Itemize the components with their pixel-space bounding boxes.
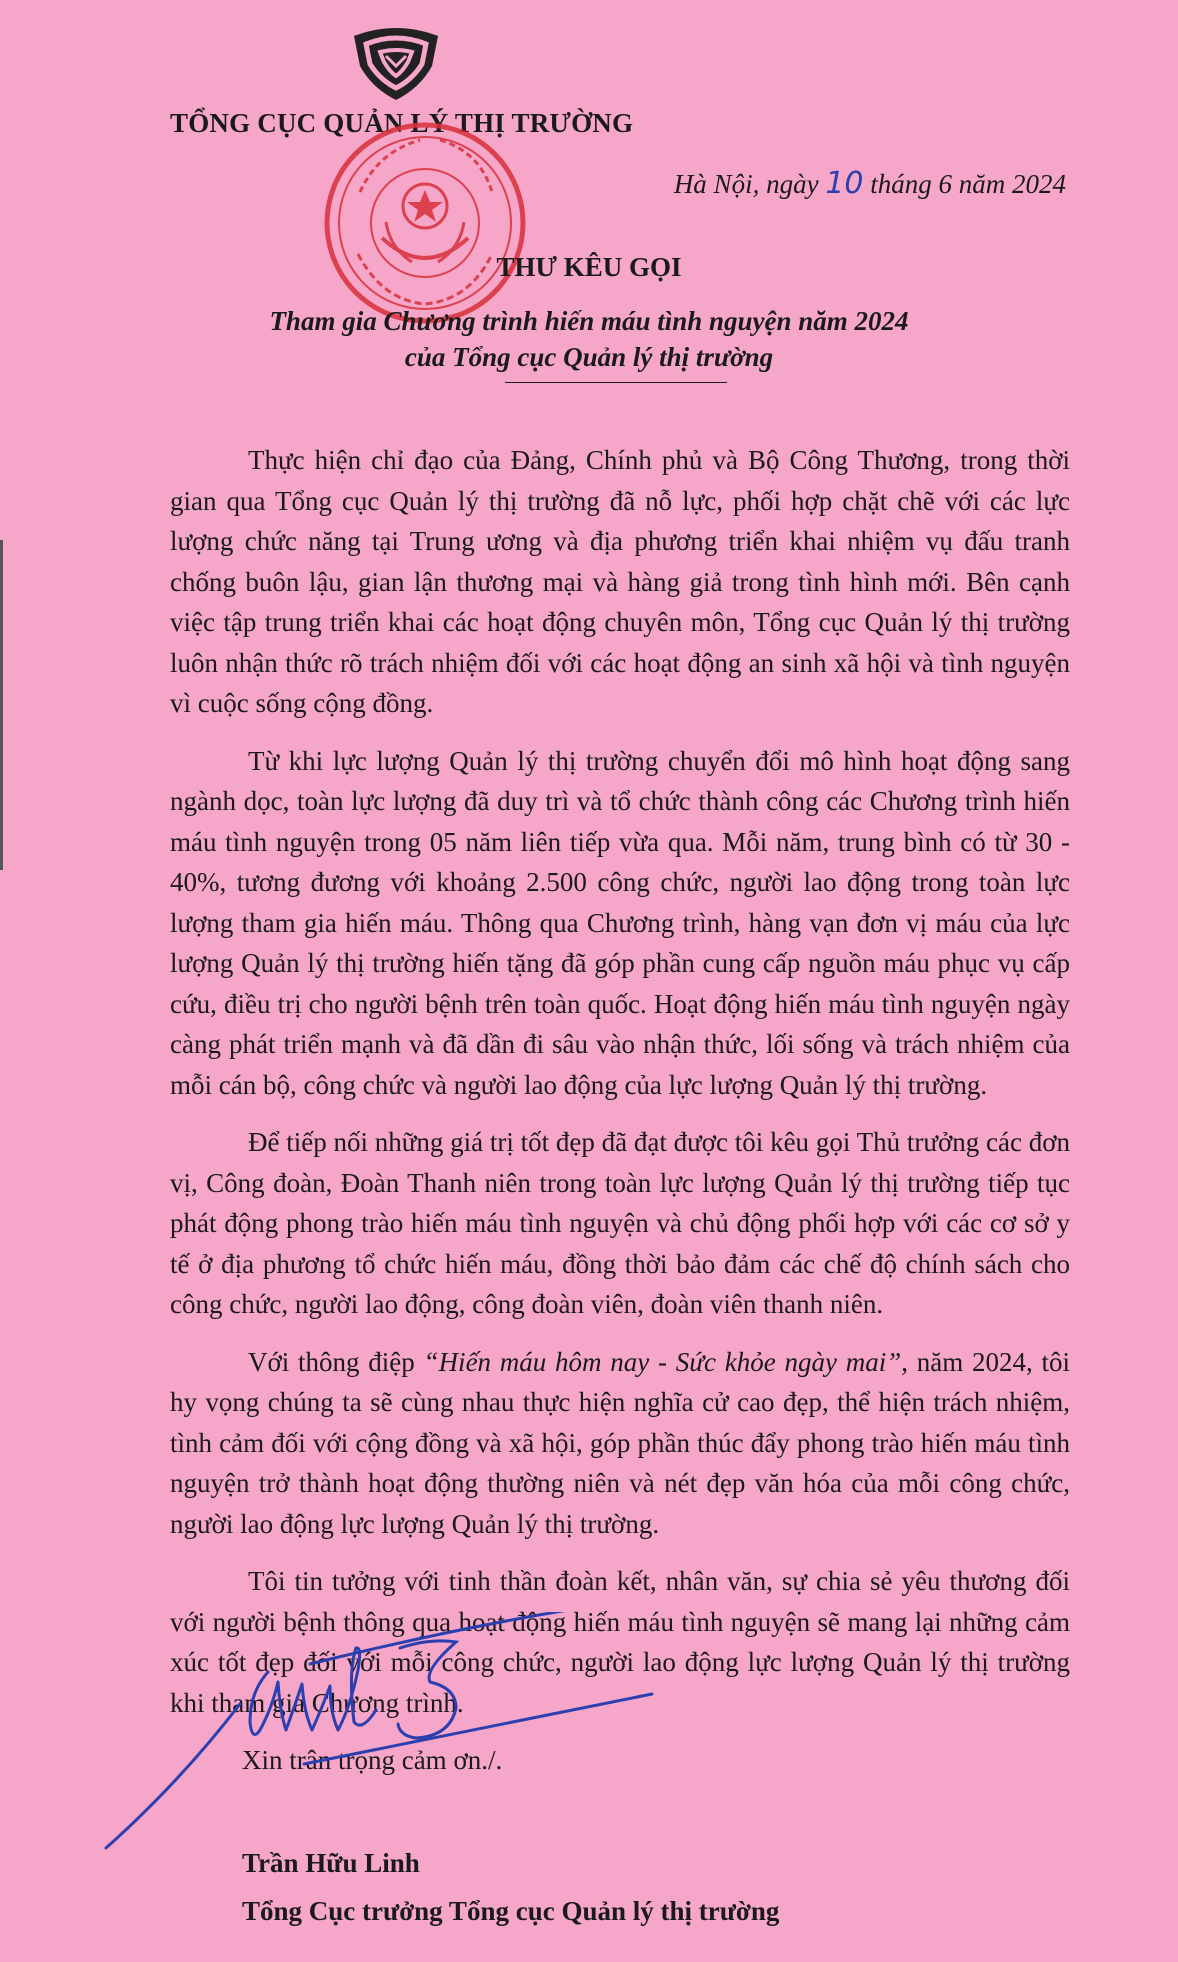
date-suffix: tháng 6 năm 2024 bbox=[863, 169, 1066, 199]
paragraph-1: Thực hiện chỉ đạo của Đảng, Chính phủ và Bộ Công Thương, trong thời gian qua Tổng cục Quản lý thị trường đã nỗ lực, phối hợp chặt chẽ với các lực lượng chức năng tại Trung ương và địa phương triển khai nhiệm vụ đấu tranh chống buôn lậu, gian lận thương mại và hàng giả trong tình hình mới. Bên cạnh việc tập trung triển khai các hoạt động chuyên môn, Tổng cục Quản lý thị trường luôn nhận thức rõ trách nhiệm đối với các hoạt động an sinh xã hội và tình nguyện vì cuộc sống cộng đồng. bbox=[170, 445, 1070, 718]
paragraph-3: Để tiếp nối những giá trị tốt đẹp đã đạt được tôi kêu gọi Thủ trưởng các đơn vị, Công đoàn, Đoàn Thanh niên trong toàn lực lượng Quản lý thị trường tiếp tục phát động phong trào hiến máu tình nguyện và chủ động phối hợp với các cơ sở y tế ở địa phương tổ chức hiến máu, đồng thời bảo đảm các chế độ chính sách cho công chức, người lao động, công đoàn viên, đoàn viên thanh niên. bbox=[170, 1127, 1070, 1319]
letter-subtitle-line2: của Tổng cục Quản lý thị trường bbox=[404, 342, 774, 372]
handwritten-signature-icon bbox=[100, 1612, 660, 1852]
closing-thanks: Xin trân trọng cảm ơn./. bbox=[242, 1745, 503, 1775]
scan-edge-mark bbox=[0, 540, 3, 870]
official-seal-icon bbox=[320, 118, 530, 328]
title-underline bbox=[505, 382, 727, 383]
paragraph-4 bbox=[170, 1342, 1070, 1545]
letter-subtitle-line1: Tham gia Chương trình hiến máu tình nguyện năm 2024 bbox=[269, 306, 909, 336]
shield-logo-icon bbox=[350, 26, 442, 102]
letter-body bbox=[170, 440, 1070, 1798]
slogan-text: “Hiến máu hôm nay - Sức khỏe ngày mai” bbox=[423, 1346, 902, 1377]
date-day-handwritten: 10 bbox=[825, 166, 864, 201]
paragraph-4-rest: , năm 2024, tôi hy vọng chúng ta sẽ cùng nhau thực hiện nghĩa cử cao đẹp, thể hiện trách nhiệm, tình cảm đối với cộng đồng và xã hội, góp phần thúc đẩy phong trào hiến máu tình nguyện trở thành hoạt động thường niên và nét đẹp văn hóa của mỗi công chức, người lao động lực lượng Quản lý thị trường. bbox=[170, 1346, 1071, 1539]
paragraph-5: Tôi tin tưởng với tinh thần đoàn kết, nhân văn, sự chia sẻ yêu thương đối với người bệnh thông qua hoạt động hiến máu tình nguyện sẽ mang lại những cảm xúc tốt đẹp đối với mỗi công chức, người lao động lực lượng Quản lý thị trường khi tham gia Chương trình. bbox=[170, 1566, 1070, 1718]
date-prefix: Hà Nội, ngày bbox=[673, 169, 826, 199]
letter-date bbox=[674, 166, 1066, 201]
paragraph-2: Từ khi lực lượng Quản lý thị trường chuyển đổi mô hình hoạt động sang ngành dọc, toàn lực lượng đã duy trì và tổ chức thành công các Chương trình hiến máu tình nguyện trong 05 năm liên tiếp vừa qua. Mỗi năm, trung bình có từ 30 - 40%, tương đương với khoảng 2.500 công chức, người lao động trong toàn lực lượng tham gia hiến máu. Thông qua Chương trình, hàng vạn đơn vị máu của lực lượng Quản lý thị trường hiến tặng đã góp phần cung cấp nguồn máu phục vụ cấp cứu, điều trị cho người bệnh trên toàn quốc. Hoạt động hiến máu tình nguyện ngày càng phát triển mạnh và đã dần đi sâu vào nhận thức, lối sống và trách nhiệm của mỗi cán bộ, công chức và người lao động của lực lượng Quản lý thị trường. bbox=[170, 745, 1070, 1100]
signer-name: Trần Hữu Linh bbox=[242, 1848, 420, 1878]
signer-title: Tổng Cục trưởng Tổng cục Quản lý thị trường bbox=[242, 1896, 780, 1926]
organization-name: TỔNG CỤC QUẢN LÝ THỊ TRƯỜNG bbox=[170, 108, 634, 138]
letter-title: THƯ KÊU GỌI bbox=[496, 252, 682, 282]
paragraph-4-prefix: Với thông điệp bbox=[248, 1346, 424, 1377]
